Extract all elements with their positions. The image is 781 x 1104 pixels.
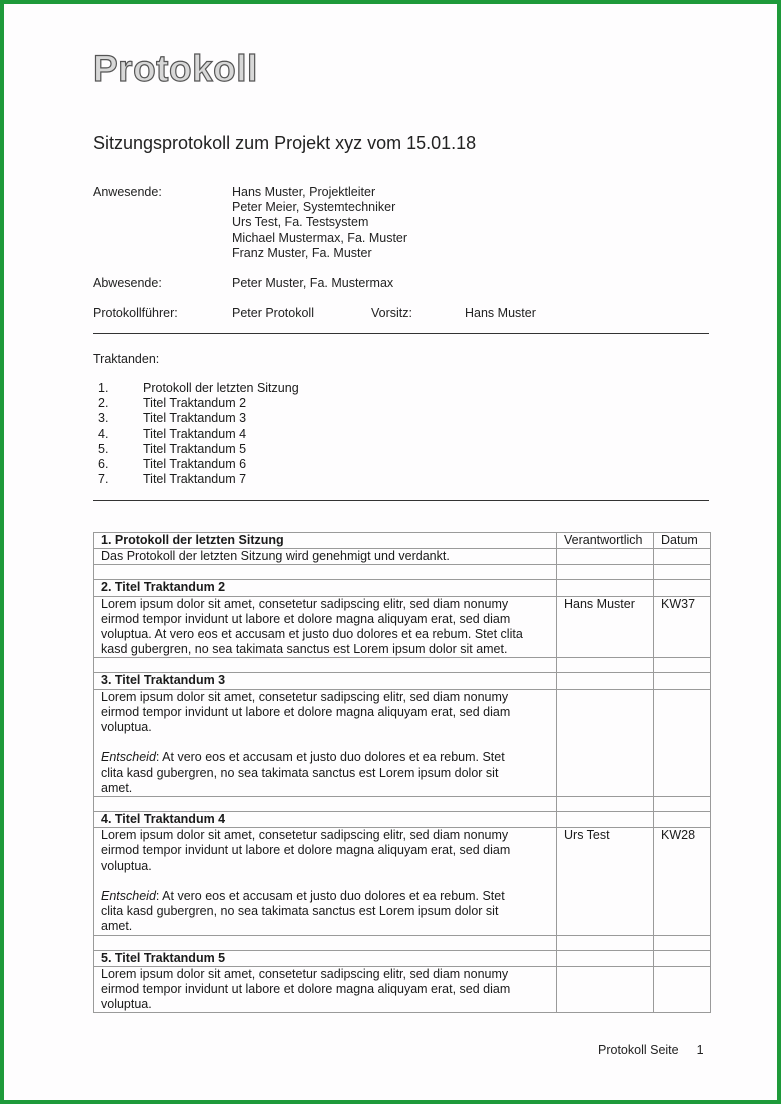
table-row (94, 580, 711, 596)
table-row (94, 828, 711, 935)
footer-label: Protokoll Seite (598, 1043, 679, 1057)
table-row (94, 549, 711, 565)
table-row (94, 658, 711, 673)
attendee-item: Michael Mustermax, Fa. Muster (232, 230, 408, 245)
responsible-cell (557, 549, 654, 565)
date-cell: KW28 (654, 828, 711, 935)
date-cell: KW37 (654, 596, 711, 658)
agenda-item: 6. Titel Traktandum 6 (98, 456, 247, 471)
table-row (94, 966, 711, 1013)
agenda-item: 7. Titel Traktandum 7 (98, 472, 247, 487)
table-row (94, 797, 711, 812)
section-body: Lorem ipsum dolor sit amet, consetetur sadipscing elitr, sed diam nonumy eirmod tempor invidunt ut labore et dolore magna aliquyam erat, sed diam voluptua. (94, 966, 557, 1013)
attendee-item: Peter Meier, Systemtechniker (232, 200, 396, 215)
divider-line (93, 500, 709, 501)
section-heading: 3. Titel Traktandum 3 (94, 673, 557, 689)
agenda-item: 5. Titel Traktandum 5 (98, 441, 247, 456)
agenda-item: 4. Titel Traktandum 4 (98, 426, 247, 441)
decision-label: Entscheid (101, 889, 156, 904)
responsible-cell: Urs Test (557, 828, 654, 935)
section-body: Das Protokoll der letzten Sitzung wird genehmigt und verdankt. (94, 549, 557, 565)
date-cell (654, 689, 711, 796)
section-body: Lorem ipsum dolor sit amet, consetetur sadipscing elitr, sed diam nonumy eirmod tempor invidunt ut labore et dolore magna aliquyam erat, sed diam voluptua. Entscheid: At vero eos et accusam et justo duo dolores et ea rebum. Stet clita kasd gubergren, no sea takimata sanctus est Lorem ipsum dolor sit amet. (94, 828, 557, 935)
table-row (94, 596, 711, 658)
table-row (94, 533, 711, 549)
date-cell (654, 549, 711, 565)
attendee-item: Franz Muster, Fa. Muster (232, 245, 372, 260)
attendees-label: Anwesende: (93, 185, 162, 199)
attendees-list (232, 185, 407, 261)
section-heading: 1. Protokoll der letzten Sitzung (94, 533, 557, 549)
absent-label: Abwesende: (93, 276, 162, 290)
recorder-value: Peter Protokoll (232, 306, 314, 320)
agenda-list (98, 381, 299, 487)
responsible-cell (557, 689, 654, 796)
column-header-responsible: Verantwortlich (557, 533, 654, 549)
table-row (94, 950, 711, 966)
minutes-table (93, 532, 711, 1013)
table-row (94, 812, 711, 828)
absent-value: Peter Muster, Fa. Mustermax (232, 276, 394, 290)
decision-label: Entscheid (101, 750, 156, 765)
chair-label: Vorsitz: (371, 306, 412, 320)
section-heading: 4. Titel Traktandum 4 (94, 812, 557, 828)
responsible-cell (557, 966, 654, 1013)
document-title: Protokoll (93, 48, 258, 89)
agenda-label: Traktanden: (93, 352, 160, 366)
agenda-item: 1. Protokoll der letzten Sitzung (98, 381, 299, 395)
agenda-item: 3. Titel Traktandum 3 (98, 411, 247, 426)
table-row (94, 565, 711, 580)
table-row (94, 673, 711, 689)
section-heading: 5. Titel Traktandum 5 (94, 950, 557, 966)
section-heading: 2. Titel Traktandum 2 (94, 580, 557, 596)
chair-value: Hans Muster (465, 306, 536, 320)
date-cell (654, 966, 711, 1013)
attendee-item: Hans Muster, Projektleiter (232, 185, 376, 199)
attendee-item: Urs Test, Fa. Testsystem (232, 215, 369, 230)
divider-line (93, 333, 709, 334)
responsible-cell: Hans Muster (557, 596, 654, 658)
document-subtitle: Sitzungsprotokoll zum Projekt xyz vom 15.01.18 (93, 133, 477, 153)
section-body: Lorem ipsum dolor sit amet, consetetur sadipscing elitr, sed diam nonumy eirmod tempor invidunt ut labore et dolore magna aliquyam erat, sed diam voluptua. Entscheid: At vero eos et accusam et justo duo dolores et ea rebum. Stet clita kasd gubergren, no sea takimata sanctus est Lorem ipsum dolor sit amet. (94, 689, 557, 796)
table-row (94, 935, 711, 950)
column-header-date: Datum (654, 533, 711, 549)
recorder-label: Protokollführer: (93, 306, 178, 320)
page-number: 1 (696, 1043, 704, 1057)
section-body: Lorem ipsum dolor sit amet, consetetur sadipscing elitr, sed diam nonumy eirmod tempor invidunt ut labore et dolore magna aliquyam erat, sed diam voluptua. At vero eos et accusam et justo duo dolores et ea rebum. Stet clita kasd gubergren, no sea takimata sanctus est Lorem ipsum dolor sit amet. (94, 596, 557, 658)
table-row (94, 689, 711, 796)
agenda-item: 2. Titel Traktandum 2 (98, 396, 247, 411)
page-footer (598, 1043, 704, 1057)
